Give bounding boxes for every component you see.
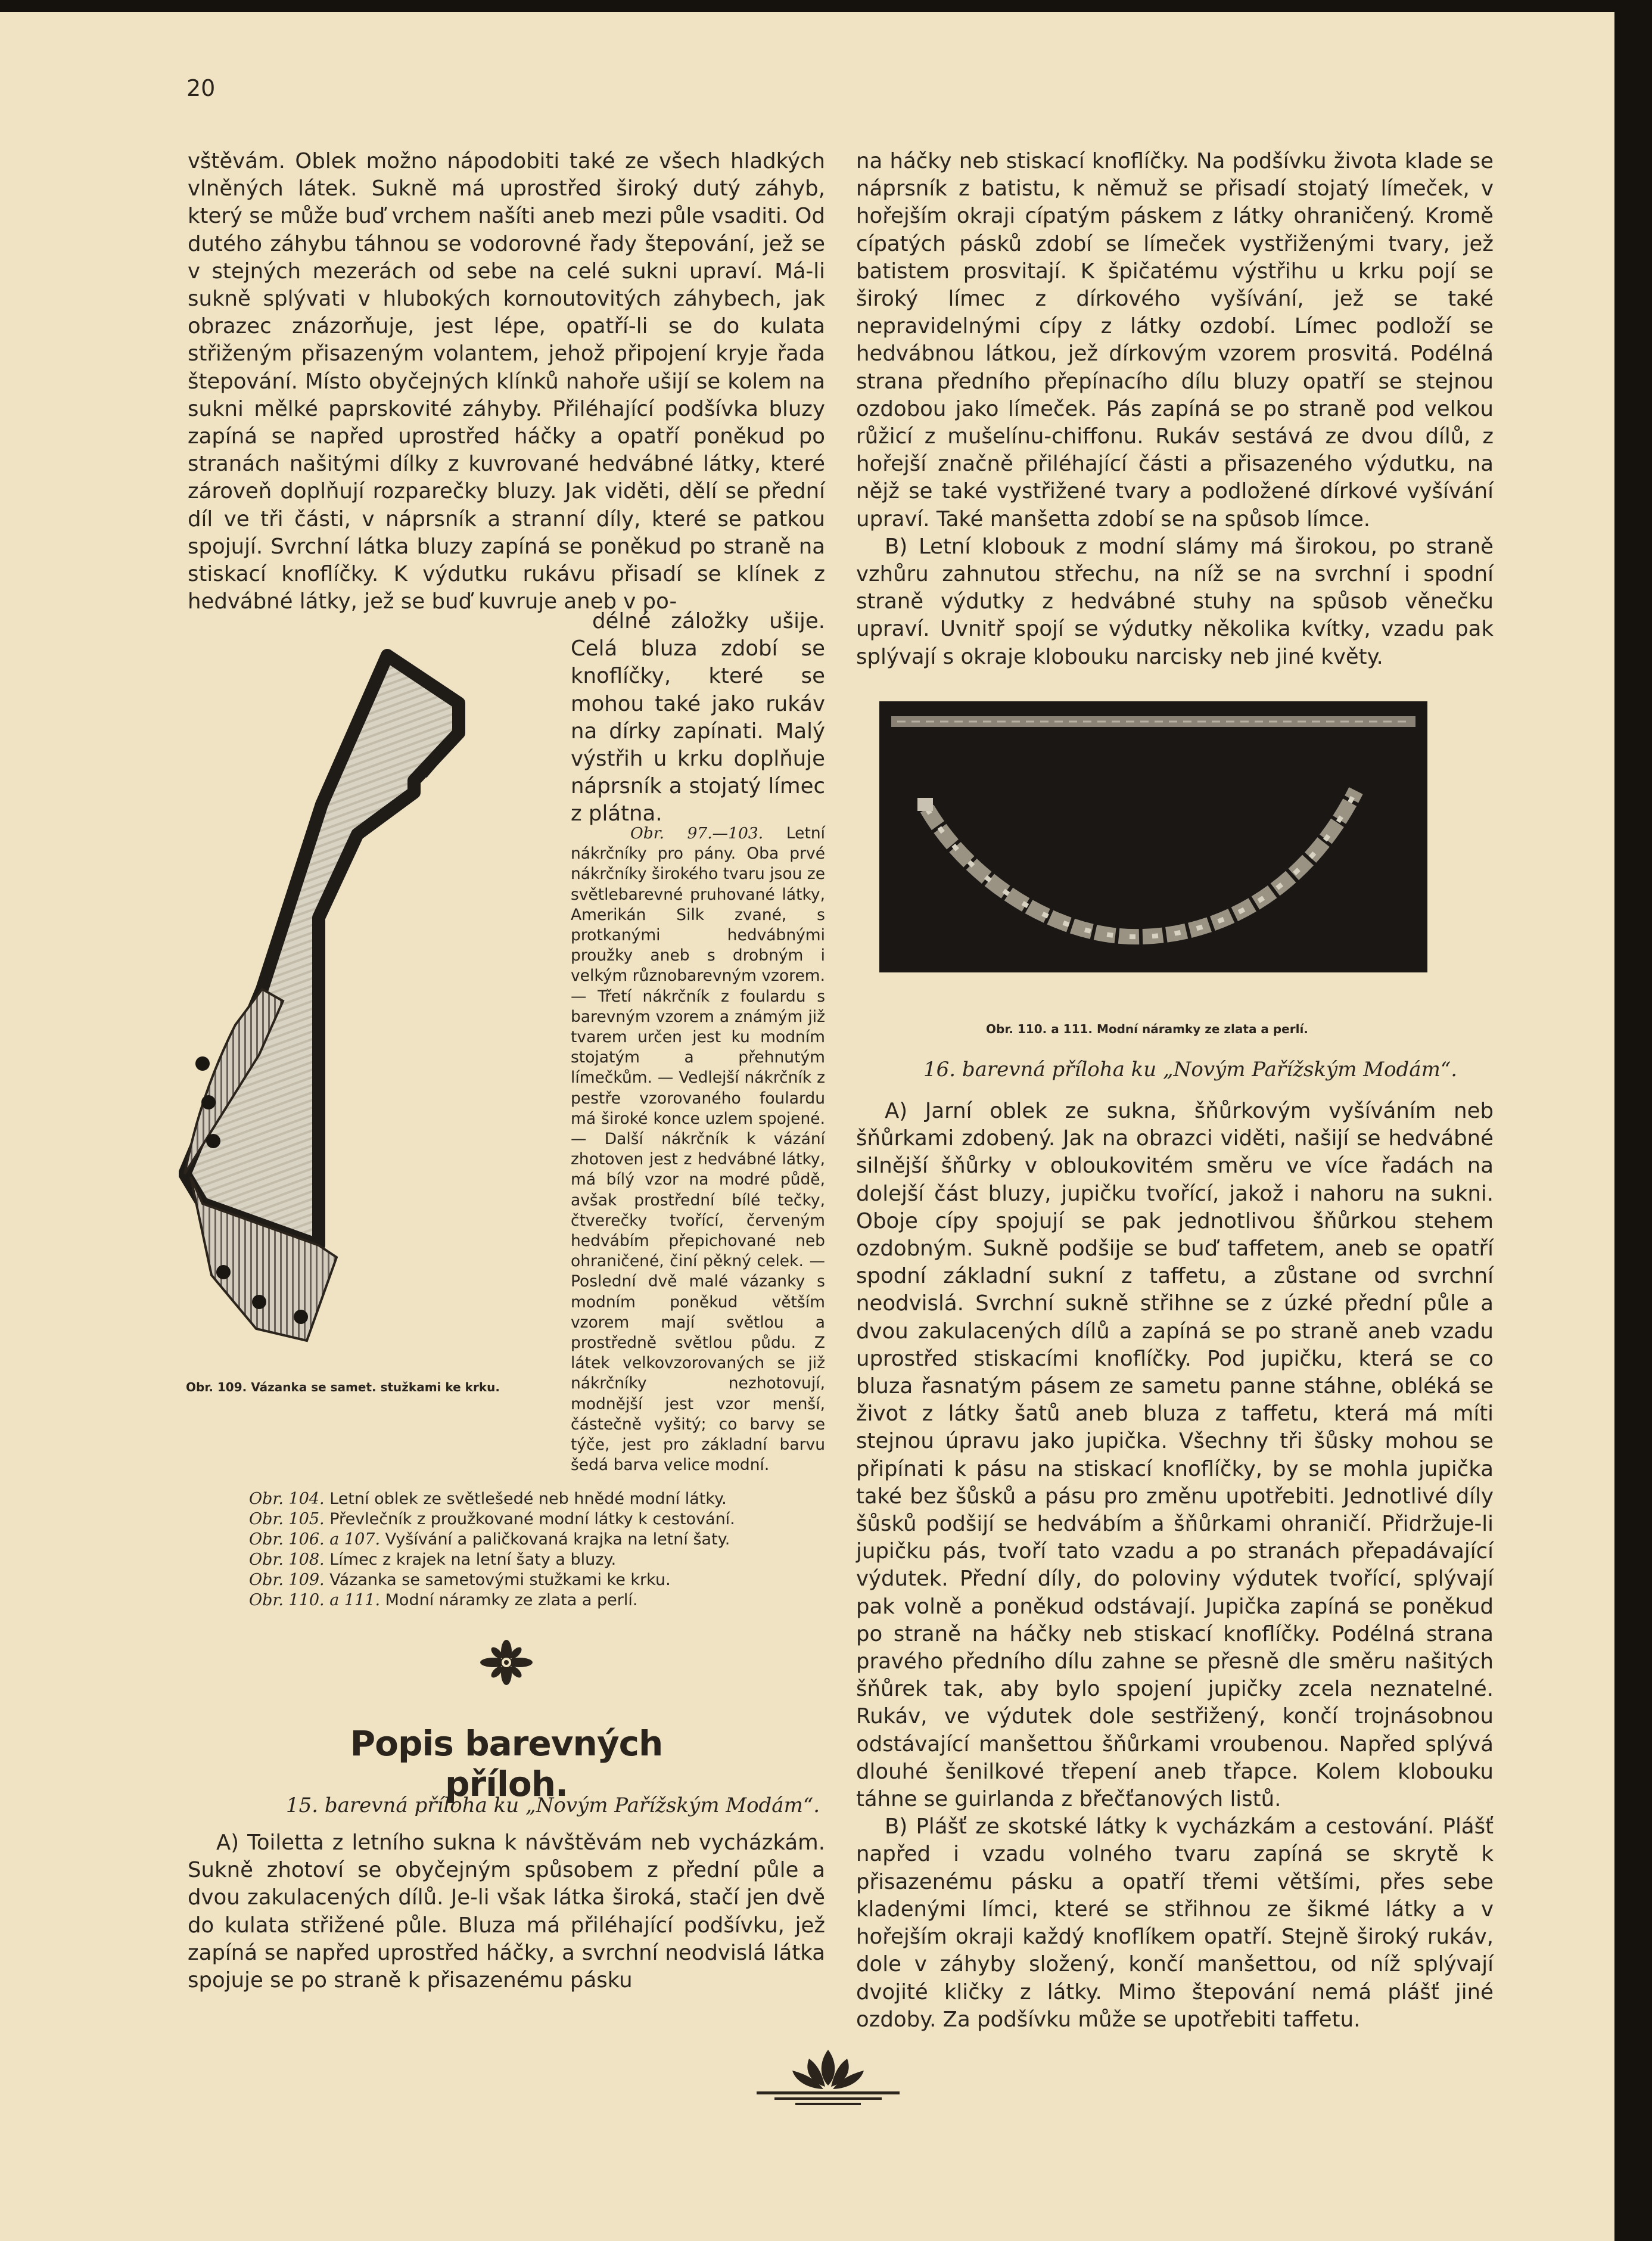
- supplement-16-text: [856, 1098, 1494, 2032]
- legend-number: Obr. 108.: [249, 1550, 325, 1569]
- legend-number: Obr. 104.: [249, 1490, 325, 1508]
- neckties-description: [571, 823, 826, 1475]
- paragraph: vštěvám. Oblek možno nápodobiti také ze všech hladkých vlněných látek. Sukně má uprostřed široký dutý záhyb, který se může buď vrchem našíti aneb mezi půle vsaditi. Od dutého záhybu táhnou se vodorovné řady štepování, jež se v stejných mezerách od sebe na celé sukni upraví. Má-li sukně splývati v hlubokých kornoutovitých záhybech, jak obrazec znázorňuje, jest lépe, opatří-li se do kulata střiženým přisazeným volantem, jehož připojení kryje řada štepování. Místo obyčejných klínků nahoře ušijí se kolem na sukni mělké paprskovité záhyby. Přiléhající podšívka bluzy zapíná se napřed uprostřed háčky a opatří poněkud po stranách našitými dílky z kuvrované hedvábné látky, které zároveň doplňují rozparečky bluzy. Jak viděti, dělí se přední díl ve tři části, v náprsník a stranní díly, které se patkou spojují. Svrchní látka bluzy zapíná se poněkud po straně na stiskací knoflíčky. K výdutku rukávu přisadí se klínek z hedvábné látky, jež se buď kuvruje aneb v po-: [188, 149, 825, 614]
- left-column-right-text: [571, 608, 825, 826]
- legend-line: [249, 1591, 637, 1609]
- figure-109-caption: Obr. 109. Vázanka se samet. stužkami ke krku.: [186, 1380, 500, 1394]
- legend-line: [249, 1510, 735, 1528]
- floral-ornament: [477, 1639, 536, 1686]
- legend-text: Modní náramky ze zlata a perlí.: [385, 1591, 638, 1609]
- page-number: 20: [186, 75, 216, 101]
- magazine-page: [0, 12, 1614, 2241]
- figure-label: Obr. 97.—103.: [630, 824, 764, 843]
- supplement-15-title: 15. barevná příloha ku „Novým Pařížským Modám“.: [286, 1794, 820, 1817]
- legend-number: Obr. 109.: [249, 1571, 325, 1589]
- bracelets-image: [879, 701, 1427, 972]
- neckties-paragraph: [571, 823, 825, 1476]
- lotus-ornament: [745, 2044, 911, 2109]
- legend-text: Letní oblek ze světlešedé neb hnědé modní látky.: [329, 1490, 727, 1508]
- legend-text: Vázanka se sametovými stužkami ke krku.: [329, 1571, 671, 1589]
- supplement-15-text: [188, 1829, 825, 2026]
- legend-number: Obr. 106. a 107.: [249, 1530, 381, 1549]
- figure-110-caption: Obr. 110. a 111. Modní náramky ze zlata a perlí.: [986, 1022, 1308, 1036]
- paragraph: na háčky neb stiskací knoflíčky. Na podšívku života klade se náprsník z batistu, k němuž se přisadí stojatý límeček, v hořejším okraji cípatým páskem z látky ohraničený. Kromě cípatých pásků zdobí se límeček vystřiženými tvary, jež batistem prosvitají. K špičatému výstřihu u krku pojí se široký límec z dírkového vyšívání, jež se také nepravidelnými cípy z látky ozdobí. Límec podloží se hedvábnou látkou, jež dírkovým vzorem prosvitá. Podélná strana předního přepínacího dílu bluzy opatří se stejnou ozdobou jako límeček. Pás zapíná se po straně pod velkou růžicí z mušelínu-chiffonu. Rukáv sestává ze dvou dílů, z hořejší značně přiléhající části a přisazeného výdutku, na nějž se také vystřižené tvary a podložené dírkové vyšívání upraví. Také manšetta zdobí se na spůsob límce.: [856, 149, 1494, 532]
- legend-number: Obr. 110. a 111.: [249, 1591, 381, 1609]
- legend-text: Převlečník z proužkované modní látky k cestování.: [329, 1510, 735, 1528]
- paragraph: A) Toiletta z letního sukna k návštěvám neb vycházkám. Sukně zhotoví se obyčejným spůsobem z přední půle a dvou zakulacených dílů. Je-li však látka široká, stačí jen dvě do kulata střižené půle. Bluza má přiléhající podšívku, jež zapíná se napřed uprostřed háčky, a svrchní neodvislá látka spojuje se po straně k přisazenému pásku: [188, 1830, 825, 1993]
- paragraph: B) Plášť ze skotské látky k vycházkám a cestování. Plášť napřed i vzadu volného tvaru zapíná se skrytě k přisazenému pásku a opatří třemi většími, přes sebe kladenými límci, které se střihnou ze šikmé látky a v hořejším okraji každý knoflíkem opatří. Stejně široký rukáv, dole v záhyby složený, končí manšettou, od níž splývají dvojité kličky z látky. Mimo štepování nemá plášť jiné ozdoby. Za podšívku může se upotřebiti taffetu.: [856, 1814, 1494, 2032]
- legend-text: Vyšívání a paličkovaná krajka na letní šaty.: [385, 1530, 730, 1549]
- right-column-text: [856, 148, 1494, 672]
- legend-line: [249, 1530, 730, 1549]
- legend-text: Límec z krajek na letní šaty a bluzy.: [329, 1550, 617, 1569]
- necktie-illustration: [179, 638, 548, 1382]
- paragraph: B) Letní klobouk z modní slámy má širokou, po straně vzhůru zahnutou střechu, na níž se na svrchní i spodní straně výdutky z hedvábné stuhy na spůsob věnečku upraví. Uvnitř spojí se výdutky několika kvítky, vzadu pak splývají s okraje klobouku narcisky neb jiné květy.: [856, 534, 1494, 669]
- section-heading: Popis barevných příloh.: [350, 1723, 663, 1804]
- supplement-16-title: 16. barevná příloha ku „Novým Pařížským Modám“.: [923, 1058, 1458, 1081]
- legend-line: [249, 1550, 616, 1569]
- paragraph: délné záložky ušije. Celá bluza zdobí se knoflíčky, které se mohou také jako rukáv na dírky zapínati. Malý výstřih u krku doplňuje náprsník a stojatý límec z plátna.: [571, 609, 825, 826]
- left-column-text: [188, 148, 825, 613]
- bracelets-photo: [879, 701, 1427, 972]
- legend-line: [249, 1571, 671, 1589]
- legend-number: Obr. 105.: [249, 1510, 325, 1528]
- neckties-text: Letní nákrčníky pro pány. Oba prvé nákrčníky širokého tvaru jsou ze světlebarevné pruhované látky, Amerikán Silk zvané, s protkanými hedvábnými proužky aneb s drobným i velkým různobarevným vzorem. — Třetí nákrčník z foulardu s barevným vzorem a známým již tvarem určen jest ku modním stojatým a přehnutým límečkům. — Vedlejší nákrčník z pestře vzorovaného foulardu má široké konce uzlem spojené. — Další nákrčník k vázání zhotoven jest z hedvábné látky, má bílý vzor na modré půdě, avšak prostřední bílé tečky, čtverečky tvořící, červeným hedvábím přepichované neb ohraničené, činí pěkný celek. — Poslední dvě malé vázanky s modním poněkud větším vzorem mají světlou a prostředně světlou půdu. Z látek velkovzorovaných se již nákrčníky nezhotovují, modnější jest vzor menší, částečně vyšitý; co barvy se týče, jest pro základní barvu šedá barva velice modní.: [571, 824, 826, 1475]
- legend-line: [249, 1490, 727, 1508]
- paragraph: A) Jarní oblek ze sukna, šňůrkovým vyšíváním neb šňůrkami zdobený. Jak na obrazci viděti, našijí se hedvábné silnější šňůrky v obloukovitém směru ve více řadách na dolejší část bluzy, jupičku tvořící, jakož i nahoru na sukni. Oboje cípy spojují se pak jednotlivou šňůrkou stehem ozdobným. Sukně podšije se buď taffetem, aneb se opatří spodní základní sukní z taffetu, a zůstane od svrchní neodvislá. Svrchní sukně střihne se z úzké přední půle a dvou zakulacených dílů a zapíná se po straně aneb vzadu uprostřed stiskacími knoflíčky. Pod jupičku, která se co bluza řasnatým pásem ze sametu panne stáhne, obléká se život z látky šatů aneb bluza z taffetu, která má míti stejnou úpravu jako jupička. Všechny tři šůsky mohou se připínati k pásu na stiskací knoflíčky, by se mohla jupička také bez šůsků a pásu pro změnu upotřebiti. Jednotlivé díly šůsků podšijí se hedvábím a šňůrkami ohraničí. Přidržuje-li jupičku pás, tvoří tato vzadu a po stranách přepadávající výdutek. Přední díly, do poloviny výdutek tvořící, splývají pak volně a poněkud odstávají. Jupička zapíná se poněkud po straně na háčky neb stiskací knoflíčky. Podélná strana pravého předního dílu zahne se přesně dle směru našitých šňůrek tak, aby bylo spojení jupičky zcela neznatelné. Rukáv, ve výdutek dole sestřižený, končí trojnásobnou odstávající manšettou šňůrkami vroubenou. Napřed splývá dlouhé šenilkové třepení aneb třapce. Kolem klobouku táhne se guirlanda z břečťanových listů.: [856, 1099, 1494, 1812]
